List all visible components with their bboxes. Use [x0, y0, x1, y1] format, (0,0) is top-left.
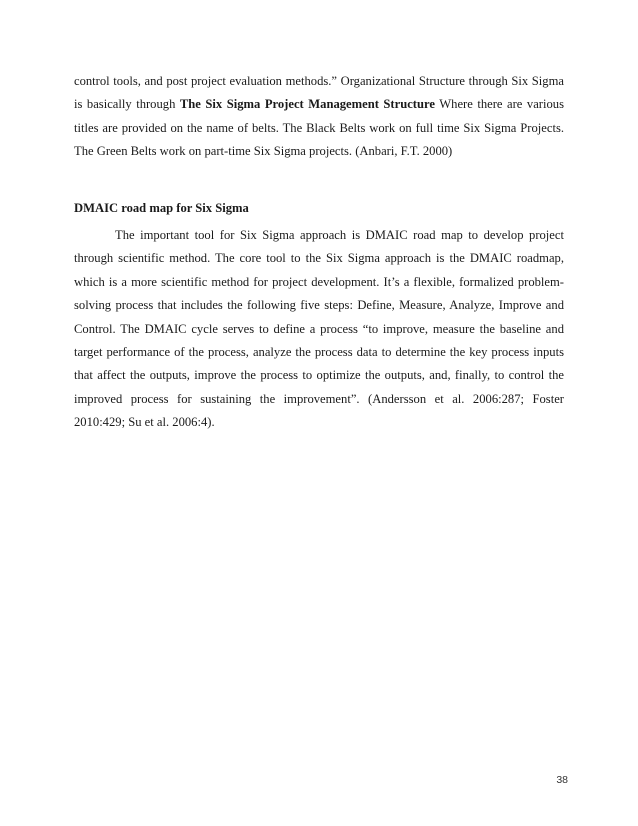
paragraph-dmaic: The important tool for Six Sigma approach is DMAIC road map to develop project through scientific method. The core tool to the Six Sigma approach is the DMAIC roadmap, which is a more scientific method for project development. It’s a flexible, formalized problem-solving process that includes the following five steps: Define, Measure, Analyze, Improve and Control. The DMAIC cycle serves to define a process “to improve, measure the baseline and target performance of the process, analyze the process data to determine the key process inputs that affect the outputs, improve the process to optimize the outputs, and, finally, to control the improved process for sustaining the improvement”. (Andersson et al. 2006:287; Foster 2010:429; Su et al. 2006:4).: [74, 228, 564, 430]
paragraph-belts: [74, 70, 564, 164]
structure-title-bold: The Six Sigma Project Management Structure: [179, 97, 435, 112]
paragraph-belts-text-end: Where there are various titles are provided on the name of belts. The Black Belts work on full time Six Sigma Projects. The Green Belts work on part-time Six Sigma projects. (Anbari, F.T. 2000): [74, 97, 564, 159]
section-spacer: [74, 164, 564, 197]
section-heading: DMAIC road map for Six Sigma: [74, 200, 249, 215]
page-content: [74, 70, 564, 435]
page-number: 38: [556, 774, 568, 786]
paragraph-belts-text-start: control tools, and post project evaluation methods.” Organizational Structure through Six Sigma is basically through: [74, 74, 564, 112]
